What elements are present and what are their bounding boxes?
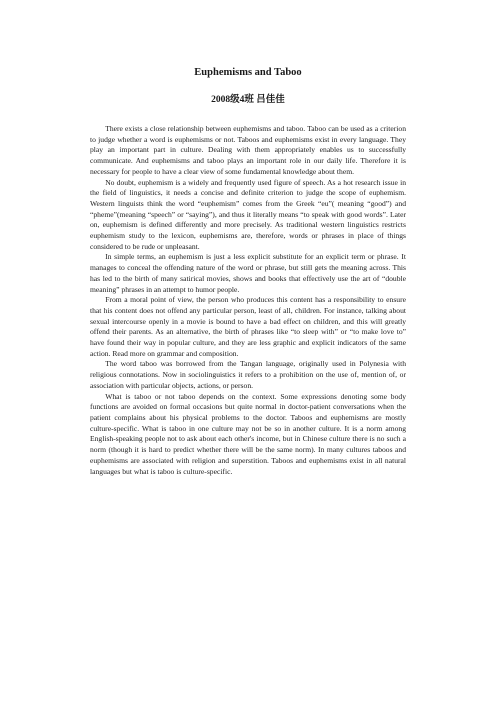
paragraph: The word taboo was borrowed from the Tangan language, originally used in Polynesia with religious connotations. Now in sociolinguistics it refers to a prohibition on the use of, mention of, or association with particular objects, actions, or person. bbox=[90, 359, 406, 390]
paragraph: There exists a close relationship between euphemisms and taboo. Taboo can be used as a criterion to judge whether a word is euphemisms or not. Taboos and euphemisms exist in every language. They play an important part in culture. Dealing with them appropriately enables us to successfully communicate. And euphemisms and taboo plays an important role in our daily life. Therefore it is necessary for people to have a clear view of some fundamental knowledge about them. bbox=[90, 124, 406, 176]
author-line: 2008级4班 吕佳佳 bbox=[211, 95, 285, 105]
body-text bbox=[90, 124, 406, 477]
paragraph: From a moral point of view, the person who produces this content has a responsibility to ensure that his content does not offend any particular person, least of all, children. For instance, talking about sexual intercourse openly in a movie is bound to have a bad effect on children, and this will greatly offend their parents. As an alternative, the birth of phrases like “to sleep with” or “to make love to” have found their way in popular culture, and they are less graphic and explicit indicators of the same action. Read more on grammar and composition. bbox=[90, 295, 406, 358]
paragraph: What is taboo or not taboo depends on the context. Some expressions denoting some body functions are avoided on formal occasions but quite normal in doctor-patient conversations when the patient complains about his physical problems to the doctor. Taboos and euphemisms are mostly culture-specific. What is taboo in one culture may not be so in another culture. It is a norm among English-speaking people not to ask about each other's income, but in Chinese culture there is no such a norm (though it is hard to predict whether there will be the same norm). In many cultures taboos and euphemisms are associated with religion and superstition. Taboos and euphemisms exist in all natural languages but what is taboo is culture-specific. bbox=[90, 391, 406, 476]
document-title: Euphemisms and Taboo bbox=[194, 67, 302, 78]
paragraph: No doubt, euphemism is a widely and frequently used figure of speech. As a hot research issue in the field of linguistics, it needs a concise and definite criterion to judge the scope of euphemism. Western linguists think the word “euphemism” comes from the Greek “eu”( meaning “good”) and “pheme”(meaning “speech” or “saying”), and thus it literally means “to speak with good words”. Later on, euphemism is defined differently and more precisely. As traditional western linguistics restricts euphemism study to the lexicon, euphemisms are, therefore, words or phrases in place of things considered to be rude or unpleasant. bbox=[90, 177, 406, 251]
paragraph: In simple terms, an euphemism is just a less explicit substitute for an explicit term or phrase. It manages to conceal the offending nature of the word or phrase, but still gets the meaning across. This has led to the birth of many satirical movies, shows and books that effectively use the art of “double meaning” phrases in an attempt to humor people. bbox=[90, 252, 406, 294]
